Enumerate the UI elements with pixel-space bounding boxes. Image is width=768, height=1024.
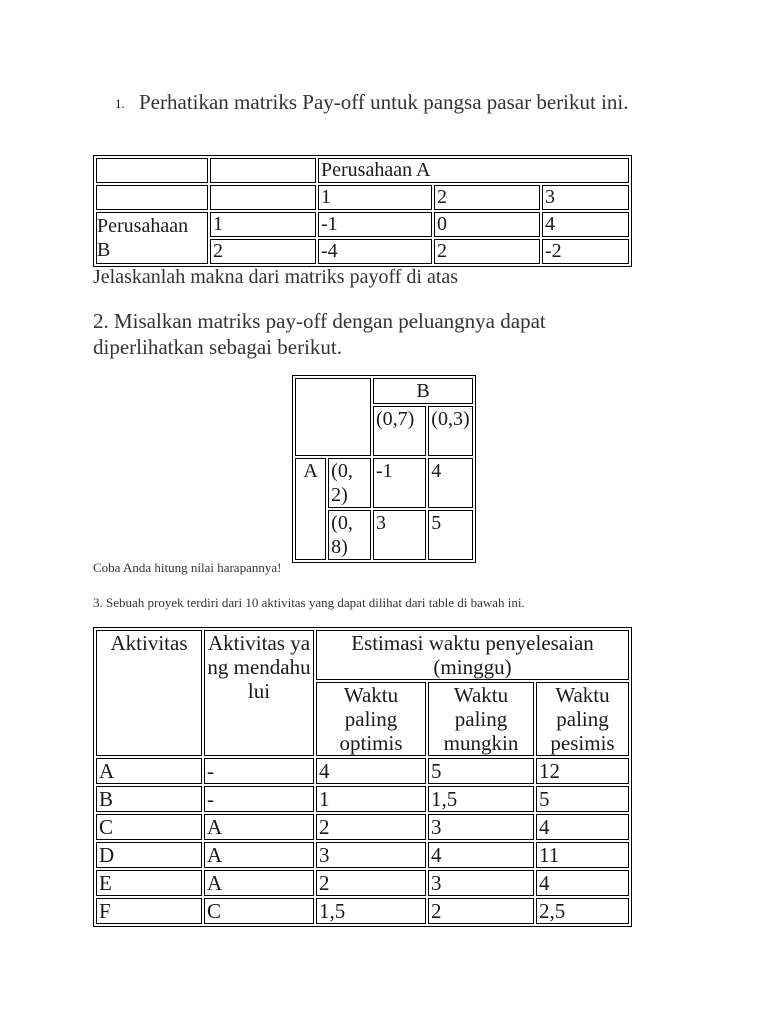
column-strategy: 1 <box>318 185 432 210</box>
most-likely-cell: 3 <box>428 814 534 840</box>
empty-corner-cell <box>295 378 371 456</box>
activity-cell: C <box>96 814 202 840</box>
table-row <box>96 898 629 924</box>
table-row <box>96 870 629 896</box>
row-strategy: 1 <box>210 212 316 237</box>
optimistic-cell: 1 <box>316 786 426 812</box>
header-time-estimate: Estimasi waktu penyelesaian (minggu) <box>316 630 629 680</box>
activity-cell: A <box>96 758 202 784</box>
predecessor-cell: A <box>204 814 314 840</box>
payoff-cell: -4 <box>318 239 432 264</box>
question-1-number: 1. <box>115 96 125 111</box>
row-player-label-line-2: B <box>97 239 111 261</box>
question-1-text: Perhatikan matriks Pay-off untuk pangsa pasar berikut ini. <box>139 90 629 114</box>
pessimistic-cell: 4 <box>536 870 629 896</box>
payoff-cell: -2 <box>542 239 629 264</box>
activity-estimate-table <box>93 627 632 927</box>
payoff-cell: 3 <box>373 510 426 560</box>
most-likely-cell: 4 <box>428 842 534 868</box>
table-row <box>96 842 629 868</box>
row-strategy: 2 <box>210 239 316 264</box>
header-activity: Aktivitas <box>96 630 202 756</box>
table-row <box>96 814 629 840</box>
optimistic-cell: 1,5 <box>316 898 426 924</box>
payoff-cell: -1 <box>373 458 426 508</box>
table-row <box>96 786 629 812</box>
payoff-matrix-table <box>93 155 632 267</box>
payoff-cell: 4 <box>542 212 629 237</box>
most-likely-cell: 2 <box>428 898 534 924</box>
activity-cell: B <box>96 786 202 812</box>
row-probability: (0,8) <box>328 510 371 560</box>
question-3-text: 3. Sebuah proyek terdiri dari 10 aktivitas yang dapat dilihat dari table di bawah ini. <box>93 595 525 610</box>
header-predecessor: Aktivitas yang mendahului <box>204 630 314 756</box>
payoff-cell: -1 <box>318 212 432 237</box>
pessimistic-cell: 2,5 <box>536 898 629 924</box>
column-strategy: 2 <box>434 185 540 210</box>
pessimistic-cell: 12 <box>536 758 629 784</box>
activity-cell: E <box>96 870 202 896</box>
row-player-header: A <box>295 458 326 560</box>
optimistic-cell: 3 <box>316 842 426 868</box>
payoff-cell: 0 <box>434 212 540 237</box>
pessimistic-cell: 5 <box>536 786 629 812</box>
empty-cell <box>210 185 316 210</box>
table-row <box>96 758 629 784</box>
most-likely-cell: 1,5 <box>428 786 534 812</box>
empty-cell <box>210 158 316 183</box>
predecessor-cell: A <box>204 842 314 868</box>
question-1-followup: Jelaskanlah makna dari matriks payoff di atas <box>93 266 459 288</box>
probability-payoff-table <box>292 375 476 563</box>
row-player-label <box>96 212 208 264</box>
empty-cell <box>96 158 208 183</box>
empty-cell <box>96 185 208 210</box>
optimistic-cell: 4 <box>316 758 426 784</box>
question-2-followup: Coba Anda hitung nilai harapannya! <box>93 560 282 575</box>
pessimistic-cell: 11 <box>536 842 629 868</box>
column-probability: (0,7) <box>373 406 426 456</box>
payoff-cell: 5 <box>428 510 473 560</box>
question-2-text: 2. Misalkan matriks pay-off dengan peluangnya dapat diperlihatkan sebagai berikut. <box>93 309 546 359</box>
predecessor-cell: C <box>204 898 314 924</box>
activity-cell: F <box>96 898 202 924</box>
row-probability: (0,2) <box>328 458 371 508</box>
predecessor-cell: - <box>204 786 314 812</box>
most-likely-cell: 3 <box>428 870 534 896</box>
payoff-cell: 4 <box>428 458 473 508</box>
header-pessimistic: Waktu paling pesimis <box>536 682 629 756</box>
predecessor-cell: A <box>204 870 314 896</box>
most-likely-cell: 5 <box>428 758 534 784</box>
column-probability: (0,3) <box>428 406 473 456</box>
column-player-header: Perusahaan A <box>318 158 629 183</box>
row-player-label-line-1: Perusahaan <box>97 215 189 237</box>
header-most-likely: Waktu paling mungkin <box>428 682 534 756</box>
column-strategy: 3 <box>542 185 629 210</box>
header-optimistic: Waktu paling optimis <box>316 682 426 756</box>
pessimistic-cell: 4 <box>536 814 629 840</box>
payoff-cell: 2 <box>434 239 540 264</box>
predecessor-cell: - <box>204 758 314 784</box>
column-player-header: B <box>373 378 473 404</box>
optimistic-cell: 2 <box>316 814 426 840</box>
optimistic-cell: 2 <box>316 870 426 896</box>
activity-cell: D <box>96 842 202 868</box>
